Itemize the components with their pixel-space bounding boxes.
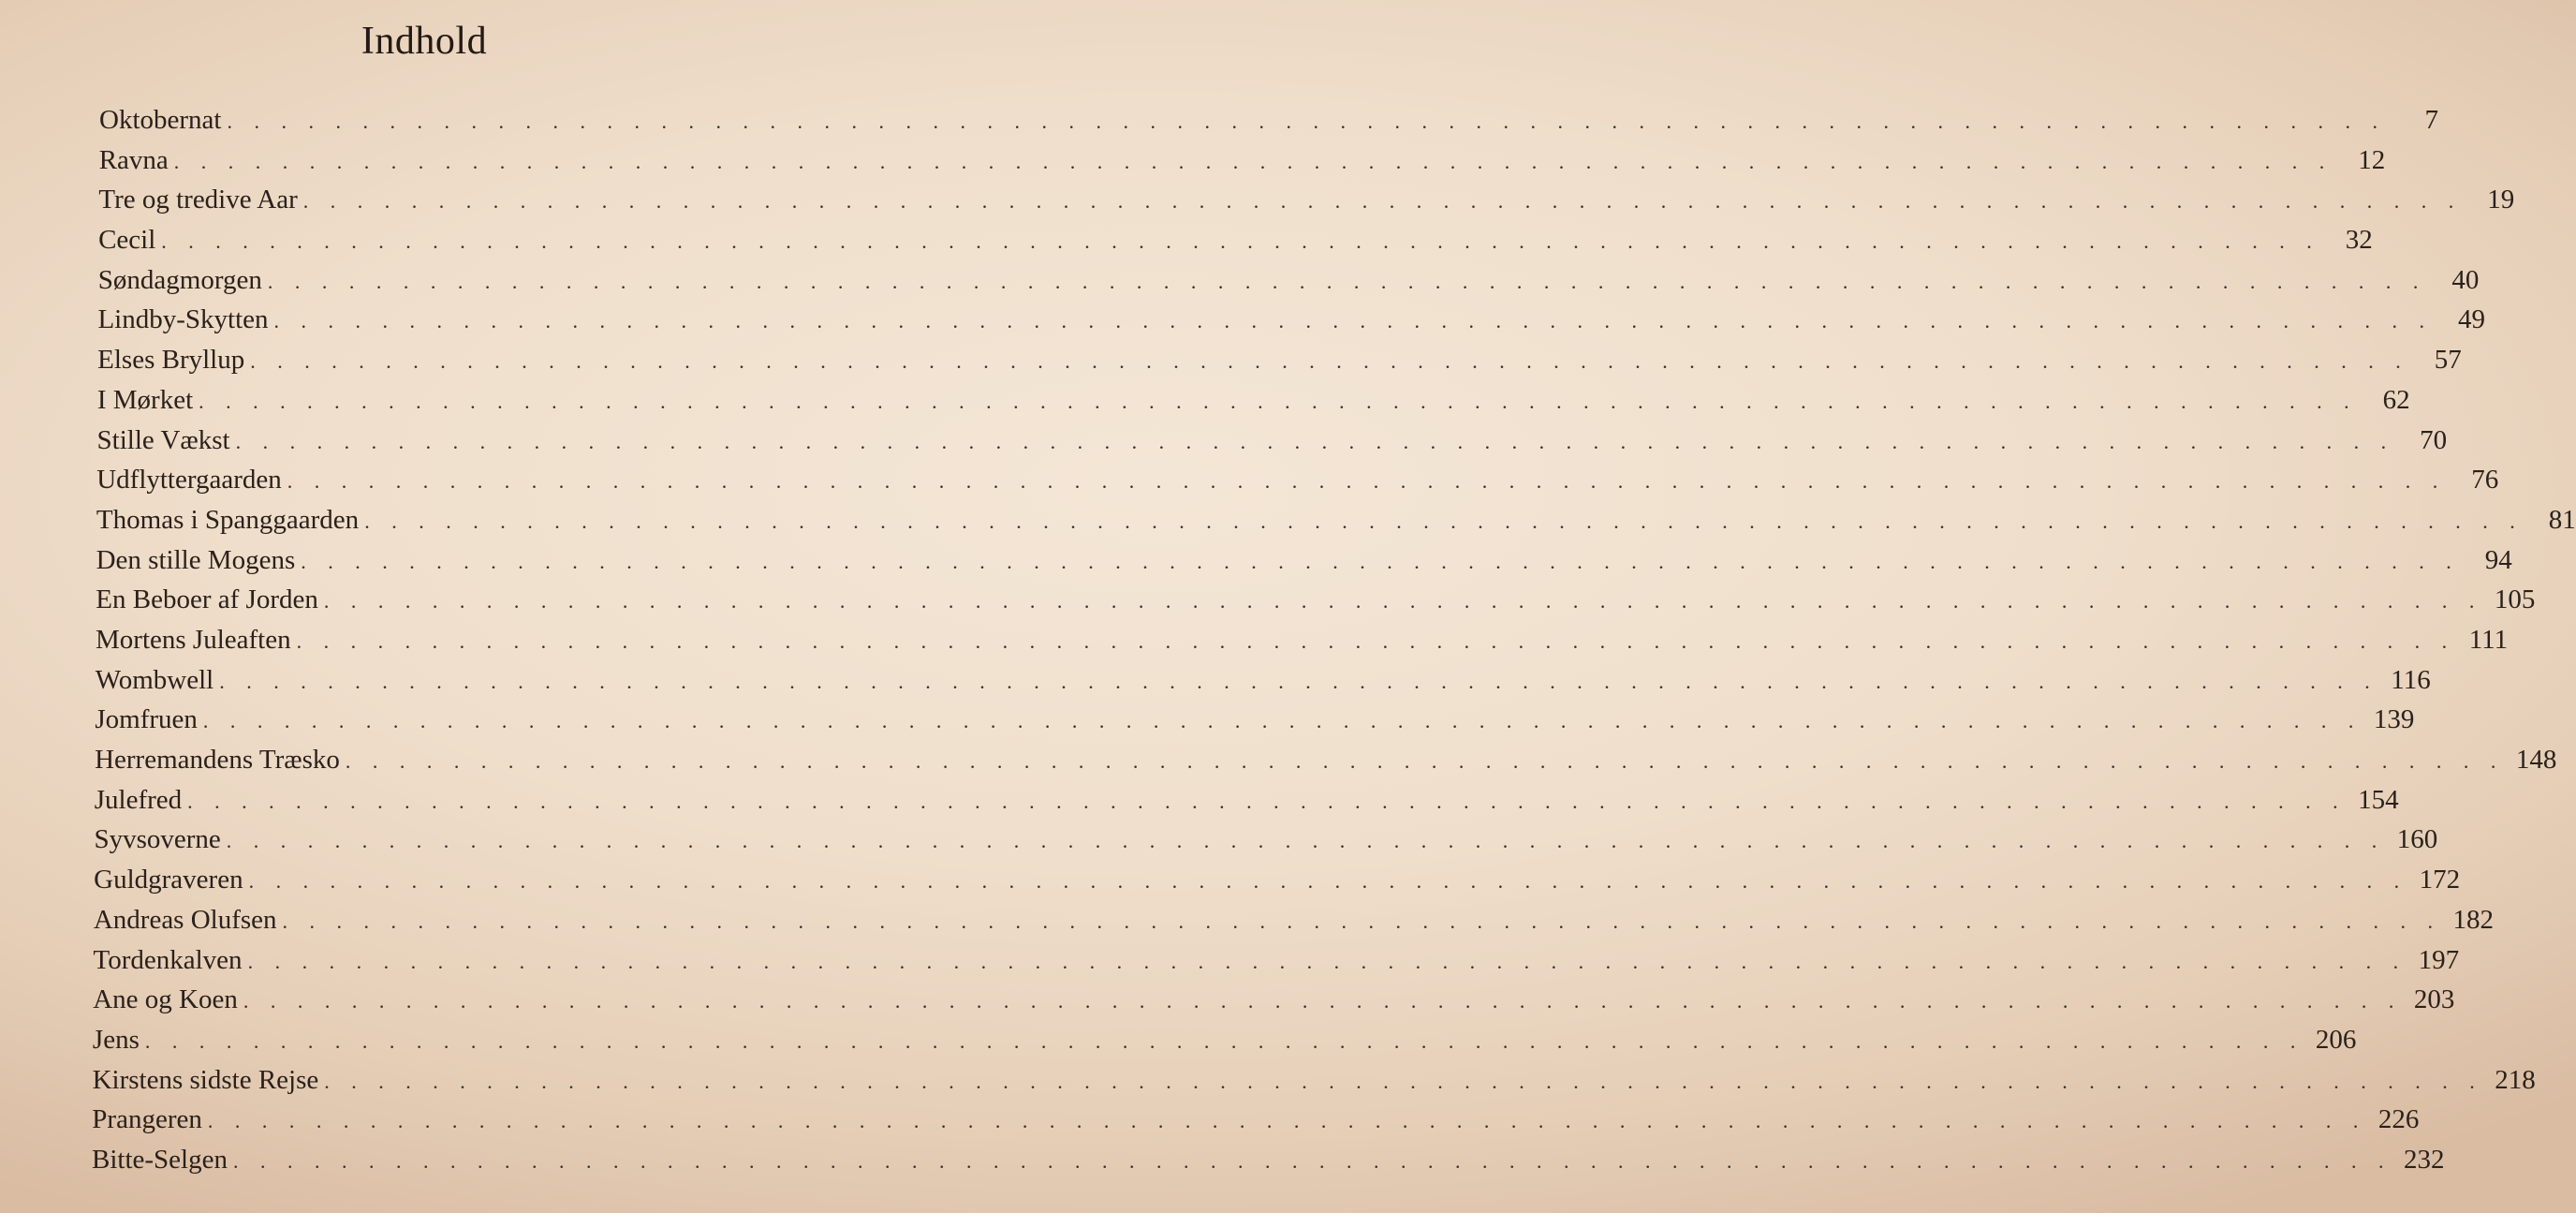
dot-leader: . . . . . . . . . . . . . . . . . . . . . . . . . . . . . . . . . . . . . . . . . . . . . . . . . . . . . . . . . . . . . . . . . . . . . . . . . . . . . . . . [296, 629, 2456, 653]
toc-entry-page-number: 81 [2548, 504, 2576, 535]
toc-entry-page-number: 105 [2494, 584, 2536, 615]
toc-entry [93, 904, 2495, 942]
toc-entry-title: Herremandens Træsko [95, 745, 340, 776]
toc-entry-page-number: 62 [2382, 384, 2410, 415]
toc-entry-page-number: 32 [2345, 225, 2373, 256]
toc-entry [95, 664, 2431, 703]
toc-entry-page-number: 139 [2373, 704, 2415, 735]
dot-leader: . . . . . . . . . . . . . . . . . . . . . . . . . . . . . . . . . . . . . . . . . . . . . . . . . . . . . . . . . . . . . . . . . . . . . . . . . . . . . . . . [202, 709, 2363, 733]
toc-entry-page-number: 148 [2515, 745, 2557, 776]
dot-leader: . . . . . . . . . . . . . . . . . . . . . . . . . . . . . . . . . . . . . . . . . . . . . . . . . . . . . . . . . . . . . . . . . . . . . . . . . . . . . . . . [287, 469, 2447, 494]
toc-entry [97, 264, 2480, 303]
toc-entry-title: Tordenkalven [93, 944, 243, 975]
toc-entry-page-number: 206 [2315, 1024, 2357, 1055]
toc-entry-title: En Beboer af Jorden [96, 584, 318, 615]
toc-entry-page-number: 111 [2468, 625, 2509, 655]
toc-entry [93, 944, 2460, 983]
toc-entry-page-number: 57 [2434, 345, 2462, 376]
dot-leader: . . . . . . . . . . . . . . . . . . . . . . . . . . . . . . . . . . . . . . . . . . . . . . . . . . . . . . . . . . . . . . . . . . . . . . . . . . . . . . . . [250, 349, 2409, 374]
toc-entry [96, 384, 2410, 422]
dot-leader: . . . . . . . . . . . . . . . . . . . . . . . . . . . . . . . . . . . . . . . . . . . . . . . . . . . . . . . . . . . . . . . . . . . . . . . . . . . . . . . . [267, 269, 2427, 293]
toc-entry-title: Elses Bryllup [97, 345, 245, 376]
toc-entry [95, 745, 2557, 782]
dot-leader: . . . . . . . . . . . . . . . . . . . . . . . . . . . . . . . . . . . . . . . . . . . . . . . . . . . . . . . . . . . . . . . . . . . . . . . . . . . . . . . . [364, 509, 2524, 533]
toc-entry [98, 185, 2515, 222]
toc-entry-page-number: 94 [2484, 544, 2512, 575]
dot-leader: . . . . . . . . . . . . . . . . . . . . . . . . . . . . . . . . . . . . . . . . . . . . . . . . . . . . . . . . . . . . . . . . . . . . . . . . . . . . . . . . [187, 789, 2347, 813]
dot-leader: . . . . . . . . . . . . . . . . . . . . . . . . . . . . . . . . . . . . . . . . . . . . . . . . . . . . . . . . . . . . . . . . . . . . . . . . . . . . . . . . [273, 309, 2433, 333]
toc-entry [98, 144, 2386, 183]
dot-leader: . . . . . . . . . . . . . . . . . . . . . . . . . . . . . . . . . . . . . . . . . . . . . . . . . . . . . . . . . . . . . . . . . . . . . . . . . . . . . . . . [226, 829, 2386, 853]
dot-leader: . . . . . . . . . . . . . . . . . . . . . . . . . . . . . . . . . . . . . . . . . . . . . . . . . . . . . . . . . . . . . . . . . . . . . . . . . . . . . . . . [324, 1069, 2483, 1093]
toc-entry-title: Lindby-Skytten [97, 304, 269, 335]
toc-entry [95, 704, 2415, 742]
dot-leader: . . . . . . . . . . . . . . . . . . . . . . . . . . . . . . . . . . . . . . . . . . . . . . . . . . . . . . . . . . . . . . . . . . . . . . . . . . . . . . . . [301, 549, 2460, 573]
toc-entry-title: Mortens Juleaften [96, 625, 291, 655]
toc-entry-title: Thomas i Spanggaarden [96, 504, 360, 535]
toc-entry-title: Andreas Olufsen [93, 904, 277, 935]
toc-entry [92, 1024, 2357, 1062]
dot-leader: . . . . . . . . . . . . . . . . . . . . . . . . . . . . . . . . . . . . . . . . . . . . . . . . . . . . . . . . . . . . . . . . . . . . . . . . . . . . . . . . [173, 149, 2333, 173]
toc-entry [96, 504, 2576, 542]
toc-entry [98, 225, 2373, 262]
toc-entry-page-number: 154 [2358, 784, 2399, 815]
toc-entry-title: I Mørket [96, 384, 194, 415]
toc-entry-title: Ane og Koen [93, 984, 238, 1015]
dot-leader: . . . . . . . . . . . . . . . . . . . . . . . . . . . . . . . . . . . . . . . . . . . . . . . . . . . . . . . . . . . . . . . . . . . . . . . . . . . . . . . . [199, 389, 2358, 413]
toc-entry-page-number: 182 [2452, 904, 2495, 935]
toc-entry-page-number: 7 [2424, 105, 2438, 135]
toc-entry-title: Jomfruen [95, 704, 198, 735]
toc-entry-page-number: 116 [2391, 664, 2431, 695]
toc-entry-title: Prangeren [92, 1104, 202, 1135]
dot-leader: . . . . . . . . . . . . . . . . . . . . . . . . . . . . . . . . . . . . . . . . . . . . . . . . . . . . . . . . . . . . . . . . . . . . . . . . . . . . . . . . [323, 589, 2483, 614]
toc-entry-title: Oktobernat [99, 105, 222, 135]
toc-entry-title: Julefred [94, 784, 183, 815]
toc-entry-page-number: 203 [2413, 984, 2455, 1015]
toc-entry [94, 824, 2438, 862]
dot-leader: . . . . . . . . . . . . . . . . . . . . . . . . . . . . . . . . . . . . . . . . . . . . . . . . . . . . . . . . . . . . . . . . . . . . . . . . . . . . . . . . [232, 1149, 2392, 1173]
toc-entry [96, 544, 2512, 583]
toc-entry-page-number: 70 [2420, 424, 2448, 455]
dot-leader: . . . . . . . . . . . . . . . . . . . . . . . . . . . . . . . . . . . . . . . . . . . . . . . . . . . . . . . . . . . . . . . . . . . . . . . . . . . . . . . . [248, 869, 2408, 894]
toc-entry [96, 424, 2448, 463]
dot-leader: . . . . . . . . . . . . . . . . . . . . . . . . . . . . . . . . . . . . . . . . . . . . . . . . . . . . . . . . . . . . . . . . . . . . . . . . . . . . . . . . [345, 749, 2505, 774]
toc-entry [92, 1064, 2536, 1102]
toc-entry [97, 304, 2485, 342]
toc-entry-page-number: 49 [2458, 304, 2485, 335]
toc-entry-title: Søndagmorgen [97, 264, 262, 295]
toc-entry-title: Cecil [98, 225, 156, 256]
dot-leader: . . . . . . . . . . . . . . . . . . . . . . . . . . . . . . . . . . . . . . . . . . . . . . . . . . . . . . . . . . . . . . . . . . . . . . . . . . . . . . . . [282, 909, 2442, 933]
toc-entry-title: Den stille Mogens [96, 544, 296, 575]
toc-entry [96, 625, 2509, 662]
dot-leader: . . . . . . . . . . . . . . . . . . . . . . . . . . . . . . . . . . . . . . . . . . . . . . . . . . . . . . . . . . . . . . . . . . . . . . . . . . . . . . . . [302, 189, 2463, 214]
toc-entry-page-number: 76 [2471, 465, 2499, 496]
toc-entry-title: Stille Vækst [96, 424, 230, 455]
toc-entry-page-number: 12 [2358, 144, 2386, 175]
toc-entry [96, 465, 2499, 502]
dot-leader: . . . . . . . . . . . . . . . . . . . . . . . . . . . . . . . . . . . . . . . . . . . . . . . . . . . . . . . . . . . . . . . . . . . . . . . . . . . . . . . . [219, 669, 2378, 693]
dot-leader: . . . . . . . . . . . . . . . . . . . . . . . . . . . . . . . . . . . . . . . . . . . . . . . . . . . . . . . . . . . . . . . . . . . . . . . . . . . . . . . . [247, 949, 2407, 973]
toc-entry [97, 345, 2462, 382]
toc-entry [94, 784, 2399, 822]
toc-entry-page-number: 232 [2403, 1145, 2445, 1175]
toc-entry [94, 865, 2461, 902]
dot-leader: . . . . . . . . . . . . . . . . . . . . . . . . . . . . . . . . . . . . . . . . . . . . . . . . . . . . . . . . . . . . . . . . . . . . . . . . . . . . . . . . [161, 229, 2320, 254]
toc-entry-title: Bitte-Selgen [92, 1145, 228, 1175]
toc-entry [93, 984, 2455, 1022]
dot-leader: . . . . . . . . . . . . . . . . . . . . . . . . . . . . . . . . . . . . . . . . . . . . . . . . . . . . . . . . . . . . . . . . . . . . . . . . . . . . . . . . [207, 1109, 2367, 1133]
toc-entry-page-number: 226 [2377, 1104, 2420, 1135]
dot-leader: . . . . . . . . . . . . . . . . . . . . . . . . . . . . . . . . . . . . . . . . . . . . . . . . . . . . . . . . . . . . . . . . . . . . . . . . . . . . . . . . [227, 110, 2386, 133]
toc-entry-title: Wombwell [95, 664, 214, 695]
toc-entry-title: Tre og tredive Aar [98, 185, 298, 215]
toc-entry-page-number: 197 [2418, 944, 2460, 975]
toc-entry [92, 1145, 2445, 1182]
toc-entry-title: Ravna [98, 144, 169, 175]
dot-leader: . . . . . . . . . . . . . . . . . . . . . . . . . . . . . . . . . . . . . . . . . . . . . . . . . . . . . . . . . . . . . . . . . . . . . . . . . . . . . . . . [235, 429, 2395, 453]
toc-entry-title: Kirstens sidste Rejse [92, 1064, 319, 1095]
page-title: Indhold [361, 20, 488, 63]
toc-entry-page-number: 40 [2451, 264, 2480, 295]
toc-entry-title: Udflyttergaarden [96, 465, 282, 496]
dot-leader: . . . . . . . . . . . . . . . . . . . . . . . . . . . . . . . . . . . . . . . . . . . . . . . . . . . . . . . . . . . . . . . . . . . . . . . . . . . . . . . . [243, 989, 2403, 1013]
dot-leader: . . . . . . . . . . . . . . . . . . . . . . . . . . . . . . . . . . . . . . . . . . . . . . . . . . . . . . . . . . . . . . . . . . . . . . . . . . . . . . . . [144, 1028, 2304, 1053]
toc-entry-page-number: 172 [2419, 865, 2461, 895]
toc-entry [99, 105, 2438, 142]
toc-entry-page-number: 160 [2396, 824, 2438, 855]
toc-entry [92, 1104, 2420, 1142]
toc-entry-title: Guldgraveren [94, 865, 243, 895]
toc-entry [96, 584, 2536, 622]
toc-entry-title: Syvsoverne [94, 824, 221, 855]
toc-entry-page-number: 19 [2487, 185, 2515, 215]
toc-entry-title: Jens [92, 1024, 140, 1055]
toc-entry-page-number: 218 [2495, 1064, 2536, 1095]
